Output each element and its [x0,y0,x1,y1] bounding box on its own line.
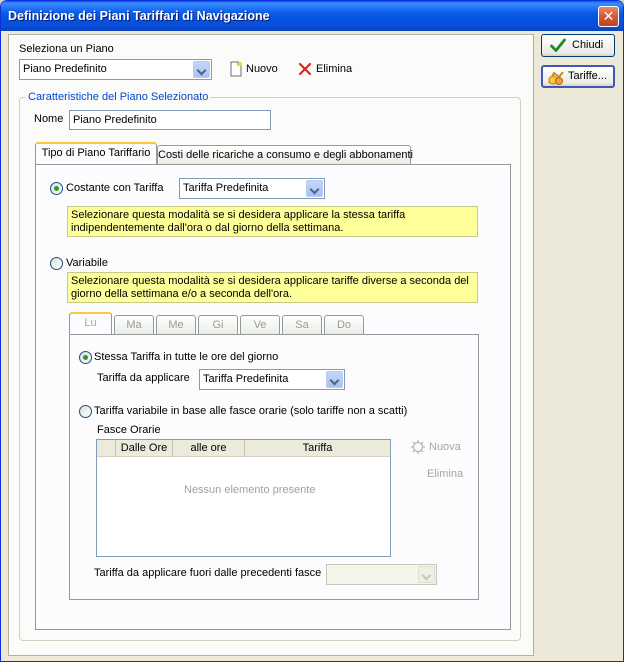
new-document-icon [229,61,243,77]
tab-day-do[interactable] [324,315,364,335]
constant-radio[interactable] [50,182,63,195]
plan-name-value: Piano Predefinito [73,114,157,126]
empty-list-text: Nessun elemento presente [184,484,316,496]
bands-listview[interactable] [96,439,391,557]
plan-select-value: Piano Predefinito [23,63,107,75]
chevron-down-icon[interactable] [193,61,210,78]
plan-name-input[interactable] [69,110,271,130]
constant-note-line-2: indipendentemente dall'ora o dal giorno della settimana. [71,222,344,234]
chevron-down-icon[interactable] [306,180,323,197]
chevron-down-icon[interactable] [418,566,435,583]
day-tariff-combo[interactable] [199,369,345,390]
close-dialog-button[interactable] [541,34,615,57]
delete-x-icon [298,62,312,76]
new-plan-button[interactable] [229,61,283,79]
list-header-spacer [97,440,116,457]
tab-day-gi-label: Gi [212,319,224,331]
tariffs-label: Tariffe... [568,70,607,82]
tab-day-me[interactable] [156,315,196,335]
tab-day-ve[interactable] [240,315,280,335]
tab-day-ve-label: Ve [253,319,267,331]
same-tariff-label[interactable]: Stessa Tariffa in tutte le ore del giorno [94,351,279,363]
close-dialog-label: Chiudi [572,39,604,51]
outside-bands-label: Tariffa da applicare fuori dalle precedenti fasce [94,567,322,579]
bands-label: Fasce Orarie [97,424,161,436]
tab-day-do-label: Do [336,319,352,331]
delete-band-button[interactable]: Elimina [427,468,464,480]
variable-info-note [67,272,478,303]
tab-day-me-label: Me [168,319,184,331]
day-tariff-value: Tariffa Predefinita [203,373,289,385]
variable-tariff-radio[interactable] [79,405,92,418]
tariffs-icon [547,69,565,86]
chevron-down-icon[interactable] [326,371,343,388]
new-plan-label: Nuovo [246,63,278,75]
constant-note-line-1: Selezionare questa modalità se si desidera applicare la stessa tariffa [71,209,406,221]
constant-label[interactable]: Costante con Tariffa [66,182,164,194]
constant-tariff-combo[interactable] [179,178,325,199]
variable-note-line-2: giorno della settimana e/o a seconda dell'ora. [71,288,293,300]
client-area [4,31,620,659]
delete-plan-button[interactable] [298,61,362,79]
tariffs-button[interactable] [541,65,615,88]
tab-day-ma[interactable] [114,315,154,335]
new-band-icon [410,439,426,455]
window-title: Definizione dei Piani Tariffari di Navigazione [8,9,270,23]
tab-day-sa[interactable] [282,315,322,335]
tab-plan-type-label: Tipo di Piano Tariffario [41,147,151,159]
checkmark-icon [550,38,566,53]
column-header-to[interactable]: alle ore [173,440,245,457]
tab-day-lu-label: Lu [84,317,97,329]
name-label: Nome [34,113,64,125]
column-header-from[interactable]: Dalle Ore [116,440,173,457]
tab-recharge-costs-label: Costi delle ricariche a consumo e degli abbonamenti [158,149,413,161]
tariff-apply-label: Tariffa da applicare [97,372,190,384]
new-band-button[interactable] [410,439,464,457]
same-tariff-radio[interactable] [79,351,92,364]
new-band-label: Nuova [429,441,461,453]
constant-info-note [67,206,478,237]
main-panel [8,34,534,656]
tab-day-gi[interactable] [198,315,238,335]
close-icon: ✕ [602,8,615,24]
day-tab-panel [69,334,479,600]
plan-select-label: Seleziona un Piano [19,43,114,55]
tab-day-ma-label: Ma [126,319,142,331]
variable-tariff-label[interactable]: Tariffa variabile in base alle fasce orarie (solo tariffe non a scatti) [94,405,408,417]
title-bar[interactable] [1,1,623,31]
tab-recharge-costs[interactable] [157,145,411,165]
delete-plan-label: Elimina [316,63,353,75]
variable-note-line-1: Selezionare questa modalità se si desidera applicare tariffe diverse a seconda del [71,275,469,287]
plan-select-combo[interactable] [19,59,212,80]
outside-bands-combo[interactable] [326,564,437,585]
variable-label[interactable]: Variabile [66,257,108,269]
tab-day-sa-label: Sa [295,319,309,331]
tab-day-lu[interactable] [69,312,112,334]
variable-radio[interactable] [50,257,63,270]
column-header-tariff[interactable]: Tariffa [302,442,333,454]
plan-type-tab-panel [35,164,511,630]
constant-tariff-value: Tariffa Predefinita [183,182,269,194]
bands-list-header [97,440,390,457]
close-window-button[interactable] [598,6,619,27]
characteristics-group-title: Caratteristiche del Piano Selezionato [28,91,209,103]
tab-plan-type[interactable] [35,142,157,164]
